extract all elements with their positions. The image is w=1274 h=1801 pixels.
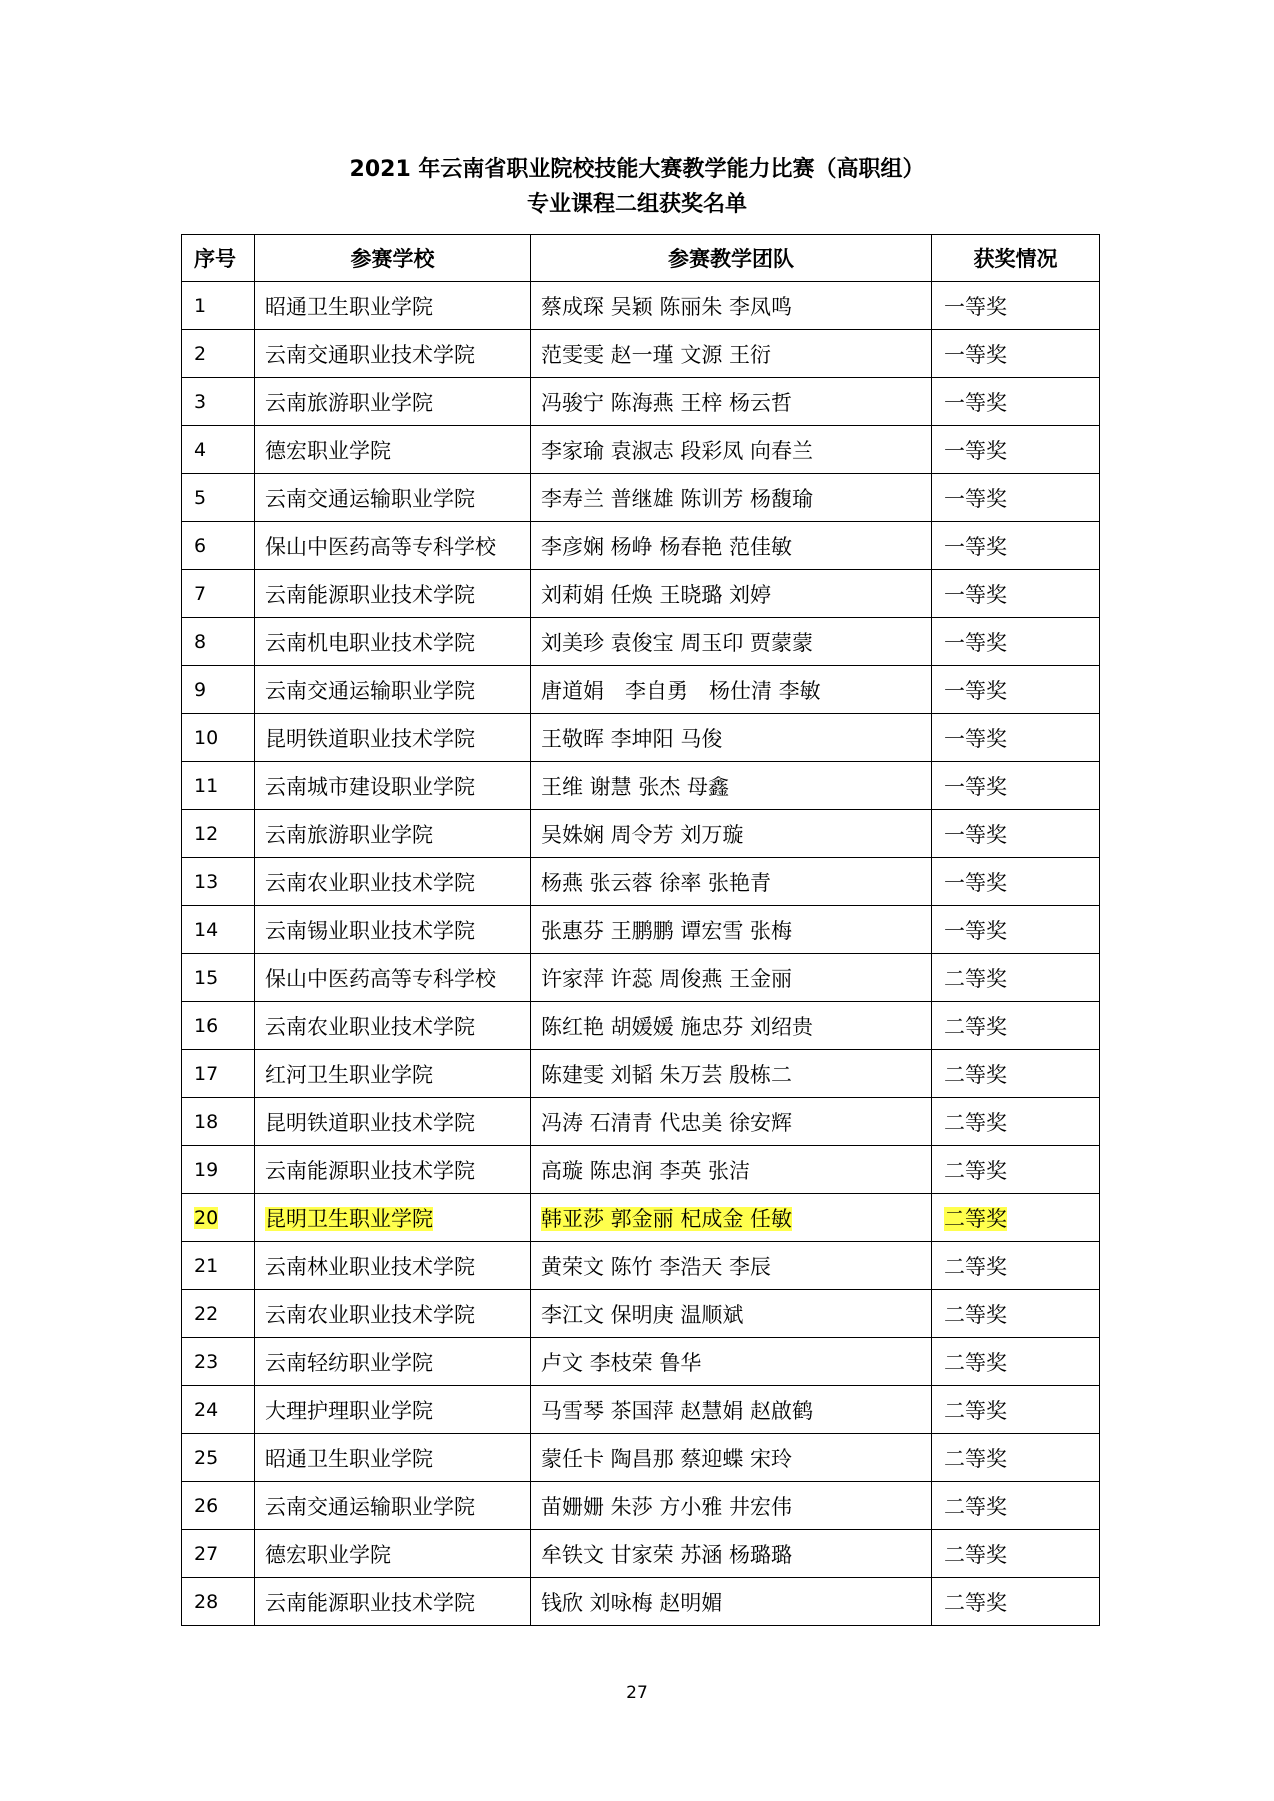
- cell-team: 钱欣 刘咏梅 赵明媚: [531, 1578, 932, 1626]
- cell-number: 5: [182, 474, 255, 522]
- cell-award: 二等奖: [932, 1050, 1100, 1098]
- cell-team: 范雯雯 赵一瑾 文源 王衍: [531, 330, 932, 378]
- cell-team: 李家瑜 袁淑志 段彩凤 向春兰: [531, 426, 932, 474]
- table-row: [182, 906, 1100, 954]
- cell-team: 高璇 陈忠润 李英 张洁: [531, 1146, 932, 1194]
- cell-number: 1: [182, 282, 255, 330]
- cell-number: 16: [182, 1002, 255, 1050]
- table-row: [182, 666, 1100, 714]
- cell-team: 陈建雯 刘韬 朱万芸 殷栋二: [531, 1050, 932, 1098]
- cell-award: 二等奖: [932, 1530, 1100, 1578]
- table-row: [182, 378, 1100, 426]
- document-title: 2021 年云南省职业院校技能大赛教学能力比赛（高职组）: [349, 157, 925, 182]
- cell-award: [932, 1194, 1100, 1242]
- cell-school: 云南旅游职业学院: [255, 378, 531, 426]
- cell-award: 二等奖: [932, 1002, 1100, 1050]
- cell-award: 二等奖: [932, 1098, 1100, 1146]
- cell-number: 9: [182, 666, 255, 714]
- cell-number: 28: [182, 1578, 255, 1626]
- cell-number: 2: [182, 330, 255, 378]
- table-row: [182, 1242, 1100, 1290]
- table-row: [182, 282, 1100, 330]
- cell-number: 14: [182, 906, 255, 954]
- cell-team: 马雪琴 茶国萍 赵慧娟 赵啟鹤: [531, 1386, 932, 1434]
- cell-school: 德宏职业学院: [255, 426, 531, 474]
- cell-school: 昭通卫生职业学院: [255, 282, 531, 330]
- cell-award: 一等奖: [932, 906, 1100, 954]
- cell-school: 德宏职业学院: [255, 1530, 531, 1578]
- header-number: 序号: [182, 235, 255, 282]
- cell-award: 二等奖: [932, 1578, 1100, 1626]
- cell-award: 一等奖: [932, 762, 1100, 810]
- cell-award: 一等奖: [932, 858, 1100, 906]
- cell-team: 冯骏宁 陈海燕 王梓 杨云哲: [531, 378, 932, 426]
- cell-team: 刘美珍 袁俊宝 周玉印 贾蒙蒙: [531, 618, 932, 666]
- cell-team: 李彦娴 杨峥 杨春艳 范佳敏: [531, 522, 932, 570]
- table-row: [182, 1194, 1100, 1242]
- cell-school: 云南农业职业技术学院: [255, 1002, 531, 1050]
- cell-number: 17: [182, 1050, 255, 1098]
- cell-award: 二等奖: [932, 954, 1100, 1002]
- cell-team: [531, 1194, 932, 1242]
- cell-number: 12: [182, 810, 255, 858]
- table-row: [182, 762, 1100, 810]
- cell-team: 许家萍 许蕊 周俊燕 王金丽: [531, 954, 932, 1002]
- cell-team: 卢文 李枝荣 鲁华: [531, 1338, 932, 1386]
- cell-award: 二等奖: [932, 1386, 1100, 1434]
- table-row: [182, 570, 1100, 618]
- cell-team: 牟铁文 甘家荣 苏涵 杨璐璐: [531, 1530, 932, 1578]
- cell-number: 24: [182, 1386, 255, 1434]
- cell-school: 云南城市建设职业学院: [255, 762, 531, 810]
- awards-table: [181, 234, 1100, 1626]
- cell-number: 18: [182, 1098, 255, 1146]
- table-row: [182, 474, 1100, 522]
- cell-school: 保山中医药高等专科学校: [255, 522, 531, 570]
- highlighted-text: 韩亚莎 郭金丽 杞成金 任敏: [541, 1206, 793, 1231]
- table-row: [182, 1002, 1100, 1050]
- cell-school: 保山中医药高等专科学校: [255, 954, 531, 1002]
- table-row: [182, 1050, 1100, 1098]
- table-row: [182, 954, 1100, 1002]
- table-row: [182, 618, 1100, 666]
- cell-number: 22: [182, 1290, 255, 1338]
- cell-award: 一等奖: [932, 426, 1100, 474]
- cell-award: 二等奖: [932, 1338, 1100, 1386]
- cell-team: 王维 谢慧 张杰 母鑫: [531, 762, 932, 810]
- page-number: 27: [626, 1683, 648, 1703]
- cell-team: 蔡成琛 吴颖 陈丽朱 李凤鸣: [531, 282, 932, 330]
- cell-school: 云南能源职业技术学院: [255, 1578, 531, 1626]
- cell-school: 昭通卫生职业学院: [255, 1434, 531, 1482]
- cell-school: 云南能源职业技术学院: [255, 570, 531, 618]
- cell-award: 一等奖: [932, 474, 1100, 522]
- cell-award: 一等奖: [932, 618, 1100, 666]
- cell-number: 11: [182, 762, 255, 810]
- cell-team: 黄荣文 陈竹 李浩天 李辰: [531, 1242, 932, 1290]
- cell-school: 昆明铁道职业技术学院: [255, 1098, 531, 1146]
- cell-school: 云南交通运输职业学院: [255, 666, 531, 714]
- cell-award: 一等奖: [932, 570, 1100, 618]
- cell-school: 大理护理职业学院: [255, 1386, 531, 1434]
- cell-award: 一等奖: [932, 330, 1100, 378]
- cell-award: 二等奖: [932, 1242, 1100, 1290]
- cell-number: [182, 1194, 255, 1242]
- cell-school: 红河卫生职业学院: [255, 1050, 531, 1098]
- highlighted-text: 二等奖: [944, 1206, 1007, 1231]
- cell-school: [255, 1194, 531, 1242]
- cell-school: 昆明铁道职业技术学院: [255, 714, 531, 762]
- cell-team: 苗姗姗 朱莎 方小雅 井宏伟: [531, 1482, 932, 1530]
- cell-number: 6: [182, 522, 255, 570]
- table-row: [182, 1530, 1100, 1578]
- table-body: [182, 282, 1100, 1626]
- table-row: [182, 858, 1100, 906]
- cell-award: 一等奖: [932, 282, 1100, 330]
- cell-school: 云南交通职业技术学院: [255, 330, 531, 378]
- table-row: [182, 1338, 1100, 1386]
- cell-number: 15: [182, 954, 255, 1002]
- highlighted-text: 昆明卫生职业学院: [265, 1206, 433, 1231]
- cell-number: 19: [182, 1146, 255, 1194]
- cell-number: 21: [182, 1242, 255, 1290]
- cell-team: 唐道娟 李自勇 杨仕清 李敏: [531, 666, 932, 714]
- cell-number: 8: [182, 618, 255, 666]
- cell-number: 23: [182, 1338, 255, 1386]
- table-row: [182, 330, 1100, 378]
- header-team: 参赛教学团队: [531, 235, 932, 282]
- cell-award: 一等奖: [932, 714, 1100, 762]
- table-row: [182, 714, 1100, 762]
- header-award: 获奖情况: [932, 235, 1100, 282]
- cell-award: 一等奖: [932, 666, 1100, 714]
- document-subtitle: 专业课程二组获奖名单: [526, 192, 747, 217]
- cell-school: 云南锡业职业技术学院: [255, 906, 531, 954]
- cell-team: 杨燕 张云蓉 徐率 张艳青: [531, 858, 932, 906]
- table-row: [182, 1578, 1100, 1626]
- cell-award: 一等奖: [932, 522, 1100, 570]
- table-row: [182, 1290, 1100, 1338]
- cell-team: 王敬晖 李坤阳 马俊: [531, 714, 932, 762]
- cell-team: 李寿兰 普继雄 陈训芳 杨馥瑜: [531, 474, 932, 522]
- cell-school: 云南旅游职业学院: [255, 810, 531, 858]
- cell-award: 一等奖: [932, 810, 1100, 858]
- cell-team: 陈红艳 胡媛媛 施忠芬 刘绍贵: [531, 1002, 932, 1050]
- table-row: [182, 1146, 1100, 1194]
- cell-number: 13: [182, 858, 255, 906]
- cell-team: 吴姝娴 周令芳 刘万璇: [531, 810, 932, 858]
- cell-award: 二等奖: [932, 1146, 1100, 1194]
- cell-number: 7: [182, 570, 255, 618]
- cell-award: 一等奖: [932, 378, 1100, 426]
- table-row: [182, 1434, 1100, 1482]
- cell-number: 10: [182, 714, 255, 762]
- table-header-row: [182, 235, 1100, 282]
- table-row: [182, 1482, 1100, 1530]
- cell-school: 云南林业职业技术学院: [255, 1242, 531, 1290]
- table-row: [182, 426, 1100, 474]
- cell-award: 二等奖: [932, 1290, 1100, 1338]
- cell-school: 云南交通运输职业学院: [255, 1482, 531, 1530]
- cell-number: 25: [182, 1434, 255, 1482]
- highlighted-text: 20: [194, 1206, 219, 1229]
- cell-award: 二等奖: [932, 1434, 1100, 1482]
- table-row: [182, 522, 1100, 570]
- cell-team: 冯涛 石清青 代忠美 徐安辉: [531, 1098, 932, 1146]
- cell-school: 云南机电职业技术学院: [255, 618, 531, 666]
- cell-number: 3: [182, 378, 255, 426]
- table-row: [182, 810, 1100, 858]
- cell-team: 刘莉娟 任焕 王晓璐 刘婷: [531, 570, 932, 618]
- cell-school: 云南轻纺职业学院: [255, 1338, 531, 1386]
- cell-school: 云南能源职业技术学院: [255, 1146, 531, 1194]
- cell-award: 二等奖: [932, 1482, 1100, 1530]
- cell-number: 4: [182, 426, 255, 474]
- header-school: 参赛学校: [255, 235, 531, 282]
- table-row: [182, 1098, 1100, 1146]
- cell-school: 云南交通运输职业学院: [255, 474, 531, 522]
- cell-school: 云南农业职业技术学院: [255, 1290, 531, 1338]
- cell-number: 27: [182, 1530, 255, 1578]
- cell-team: 张惠芬 王鹏鹏 谭宏雪 张梅: [531, 906, 932, 954]
- cell-school: 云南农业职业技术学院: [255, 858, 531, 906]
- cell-number: 26: [182, 1482, 255, 1530]
- table-row: [182, 1386, 1100, 1434]
- cell-team: 蒙任卡 陶昌那 蔡迎蝶 宋玲: [531, 1434, 932, 1482]
- cell-team: 李江文 保明庚 温顺斌: [531, 1290, 932, 1338]
